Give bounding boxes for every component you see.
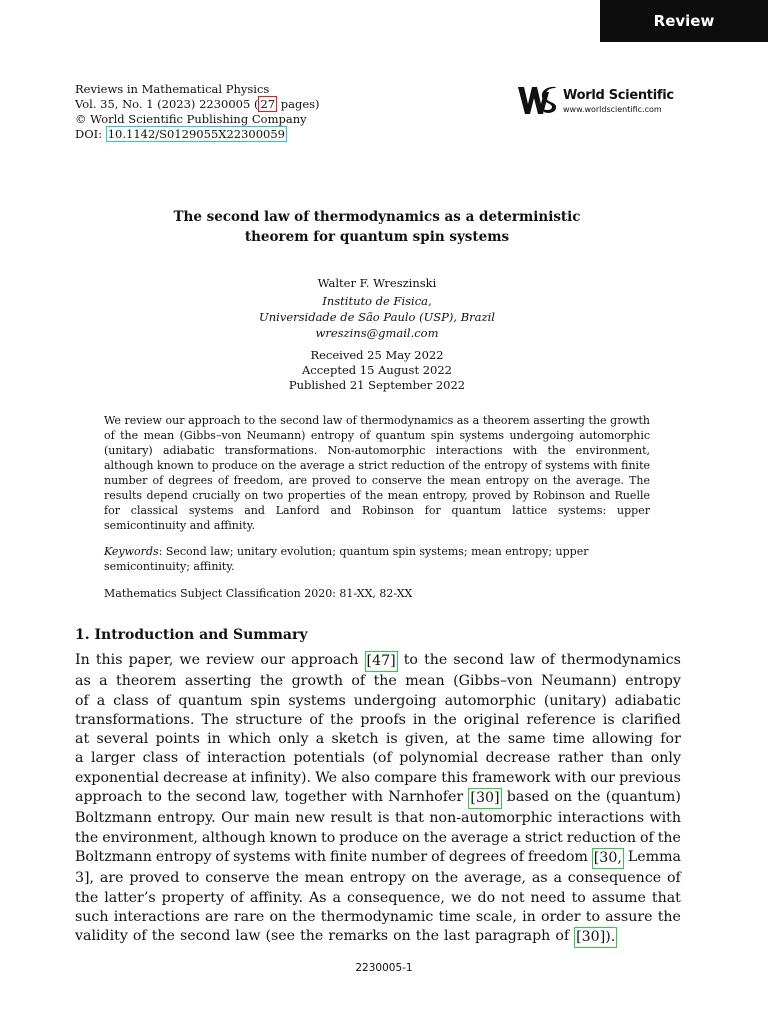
body-word: also <box>341 769 371 786</box>
body-word: of <box>132 928 147 945</box>
body-word: class <box>113 692 149 709</box>
body-word: transformations. <box>75 711 195 728</box>
body-word: framework <box>472 769 551 786</box>
body-line <box>75 651 681 672</box>
body-word: we <box>179 652 200 668</box>
body-word: non-automorphic <box>429 810 553 827</box>
body-word: class <box>142 750 179 767</box>
author-name: Walter F. Wreszinski <box>317 276 437 290</box>
body-word: are <box>205 908 229 925</box>
body-word: the <box>423 829 448 846</box>
publication-dates <box>75 348 679 393</box>
body-word: the <box>433 711 457 728</box>
doi-row <box>75 127 320 142</box>
body-word: remarks <box>328 928 389 945</box>
body-word: with <box>649 810 681 827</box>
body-word: Lemma <box>627 848 681 865</box>
body-word: on <box>269 908 288 925</box>
body-word: validity <box>75 928 128 945</box>
doi-label: DOI: <box>75 127 106 141</box>
body-word: at <box>232 769 247 786</box>
citation-link[interactable]: [30] <box>468 788 501 809</box>
citation-link[interactable]: [47] <box>365 651 398 672</box>
body-word: entropy. <box>157 810 216 827</box>
body-word: based <box>506 789 550 806</box>
article-type-badge: Review <box>600 0 768 42</box>
body-word: together <box>284 789 347 806</box>
body-word: (Gibbs–von <box>453 673 533 690</box>
body-line <box>75 848 681 869</box>
body-word: that <box>651 889 681 906</box>
body-word: our <box>590 769 615 786</box>
body-word: mean <box>405 673 445 690</box>
body-word: at <box>75 731 90 748</box>
body-word: in <box>412 711 427 728</box>
body-word: points <box>155 731 200 748</box>
body-word: given, <box>404 731 449 748</box>
body-word: the <box>373 673 397 690</box>
paper-title <box>75 207 679 247</box>
body-word: a <box>332 889 341 906</box>
body-line <box>75 749 681 768</box>
body-word: in <box>207 731 221 748</box>
body-word: paper, <box>128 652 174 668</box>
body-word: we <box>450 889 472 906</box>
body-word: paragraph <box>475 928 551 945</box>
body-word: to <box>403 652 418 668</box>
body-word: second <box>453 652 504 668</box>
body-word: decrease <box>163 769 228 786</box>
body-word: 3], <box>75 870 95 887</box>
body-word: conserve <box>205 870 270 887</box>
body-word: larger <box>91 750 136 767</box>
body-word: the <box>167 789 191 806</box>
body-paragraph <box>75 651 681 948</box>
body-word: time <box>552 731 585 748</box>
title-line-2: theorem for quantum spin systems <box>244 229 510 245</box>
body-word: Boltzmann <box>75 848 152 865</box>
body-word: scale, <box>475 908 517 925</box>
section-heading: 1. Introduction and Summary <box>75 627 308 643</box>
title-line-1: The second law of thermodynamics as a deterministic <box>173 209 581 225</box>
body-word: result <box>330 810 373 827</box>
body-word: with <box>351 789 384 806</box>
body-word: Narnhofer <box>388 789 464 806</box>
body-word: several <box>96 731 149 748</box>
body-line <box>75 889 681 908</box>
body-word: proved <box>129 870 180 887</box>
body-word: of <box>230 889 244 906</box>
body-word: growth <box>291 673 343 690</box>
body-word: on <box>411 870 430 887</box>
body-word: number <box>371 848 428 865</box>
body-word: freedom <box>527 848 588 865</box>
body-word: of <box>667 870 681 887</box>
world-scientific-logo-icon <box>517 84 561 116</box>
received-date: Received 25 May 2022 <box>310 348 444 362</box>
body-word: this <box>95 652 123 668</box>
published-date: Published 21 September 2022 <box>288 378 466 392</box>
body-word: to <box>185 870 200 887</box>
body-word: reference <box>526 711 596 728</box>
body-word: main <box>254 810 290 827</box>
body-word: proofs <box>360 711 406 728</box>
body-word: Our <box>221 810 249 827</box>
body-word: property <box>161 889 225 906</box>
body-word: consequence, <box>347 889 445 906</box>
body-word: allowing <box>592 731 654 748</box>
body-word: the <box>424 652 448 668</box>
body-word: are <box>99 870 124 887</box>
body-word: strict <box>524 829 563 846</box>
volume-suffix: pages) <box>277 97 320 111</box>
body-word: decrease <box>485 750 551 767</box>
body-word: average, <box>463 870 527 887</box>
body-word: on <box>393 928 411 945</box>
body-word: is <box>602 711 615 728</box>
body-word: As <box>308 889 327 906</box>
author-block <box>75 275 679 341</box>
body-word: produce <box>339 829 399 846</box>
body-line <box>75 829 681 848</box>
body-word: the <box>300 928 324 945</box>
abstract: We review our approach to the second law of thermodynamics as a theorem asserting the growth of the mean (Gibbs–von Neumann) entropy of quantum spin systems undergoing automorphic (unitary) adiabatic transformations. Non-automorphic interactions with the environment, although known to produce on the average a strict reduction of the entropy of systems with finite number of degrees of freedom, are proved to conserve the mean entropy on the average. The results depend crucially on two properties of the mean entropy, proved by Robinson and Ruelle for classical systems and Lanford and Robinson for quantum lattice systems: upper semicontinuity and affinity. <box>104 414 650 532</box>
body-word: approach <box>290 652 359 668</box>
body-word: is <box>377 810 390 827</box>
body-word: of <box>75 692 89 709</box>
body-word: exponential <box>75 769 159 786</box>
body-word: thermodynamics <box>560 652 681 668</box>
body-word: that <box>394 810 424 827</box>
page-number: 2230005-1 <box>355 962 413 974</box>
body-word: original <box>463 711 520 728</box>
body-word: to <box>571 889 586 906</box>
body-line <box>75 809 681 828</box>
body-line <box>75 927 681 948</box>
body-word: the <box>259 673 284 690</box>
body-word: of <box>185 750 200 767</box>
body-word: second <box>179 928 231 945</box>
body-word: entropy <box>625 673 681 690</box>
body-word: a <box>512 829 521 846</box>
body-word: polynomial <box>399 750 479 767</box>
body-word: the <box>75 889 99 906</box>
keywords <box>104 544 650 574</box>
body-word: We <box>315 769 338 786</box>
body-line <box>75 788 681 809</box>
body-word: of <box>555 928 570 945</box>
body-word: known <box>269 829 318 846</box>
body-word: the <box>477 731 501 748</box>
body-word: which <box>228 731 271 748</box>
body-word: with <box>554 769 587 786</box>
body-word: The <box>201 711 229 728</box>
body-word: reduction <box>566 829 637 846</box>
citation-link[interactable]: [30]). <box>574 927 617 948</box>
body-word: assume <box>591 889 646 906</box>
body-word: assure <box>605 908 653 925</box>
body-word: a <box>553 870 562 887</box>
body-word: to <box>585 908 600 925</box>
body-word: law <box>509 652 535 668</box>
body-word: rather <box>557 750 604 767</box>
body-word: undergoing <box>353 692 437 709</box>
body-word: automorphic <box>444 692 536 709</box>
journal-volume <box>75 97 320 112</box>
body-word: entropy <box>155 848 212 865</box>
body-line <box>75 908 681 927</box>
body-word: asserting <box>184 673 252 690</box>
body-line <box>75 769 681 788</box>
body-word: of <box>215 848 230 865</box>
publisher-logo <box>517 82 687 118</box>
body-word: (quantum) <box>605 789 681 806</box>
body-line <box>75 692 681 711</box>
keywords-text: : Second law; unitary evolution; quantum spin systems; mean entropy; upper semicontinuity; affinity. <box>104 545 589 573</box>
body-word: in <box>522 908 536 925</box>
author-email[interactable]: wreszins@gmail.com <box>315 326 439 340</box>
body-word: our <box>260 652 285 668</box>
body-word: only <box>278 731 309 748</box>
body-word: on <box>554 789 573 806</box>
body-word: the <box>657 829 681 846</box>
subject-classification: Mathematics Subject Classification 2020: 81-XX, 82-XX <box>104 587 413 600</box>
body-word: adiabatic <box>614 692 681 709</box>
affiliation-line-2: Universidade de São Paulo (USP), Brazil <box>259 310 495 324</box>
body-line <box>75 711 681 730</box>
body-word: review <box>206 652 255 668</box>
body-word: need <box>530 889 566 906</box>
body-word: this <box>441 769 468 786</box>
citation-link[interactable]: [30, <box>592 848 624 869</box>
body-word: order <box>540 908 581 925</box>
body-word: Neumann) <box>541 673 617 690</box>
body-word: of <box>510 848 524 865</box>
body-word: finite <box>329 848 368 865</box>
body-word: the <box>330 711 354 728</box>
body-word: of <box>639 829 654 846</box>
affiliation-line-1: Instituto de Fisica, <box>322 294 432 308</box>
body-word: a <box>315 731 325 748</box>
body-line <box>75 672 681 691</box>
body-word: (unitary) <box>543 692 607 709</box>
body-word: clarified <box>621 711 681 728</box>
body-word: potentials <box>293 750 365 767</box>
body-word: systems <box>233 848 291 865</box>
body-word: structure <box>235 711 303 728</box>
body-word: mean <box>304 870 345 887</box>
body-word: entropy <box>349 870 406 887</box>
body-word: Boltzmann <box>75 810 152 827</box>
body-word: the <box>577 789 601 806</box>
body-word: last <box>444 928 470 945</box>
body-word: such <box>75 908 109 925</box>
body-word: to <box>147 789 162 806</box>
body-word: interaction <box>207 750 286 767</box>
body-word: as <box>75 673 91 690</box>
body-word: (of <box>372 750 392 767</box>
body-word: affinity. <box>249 889 303 906</box>
body-word: law <box>235 928 261 945</box>
copyright: © World Scientific Publishing Company <box>75 112 307 126</box>
body-word: compare <box>374 769 437 786</box>
journal-info <box>75 82 320 142</box>
body-word: on <box>402 829 420 846</box>
body-word: not <box>501 889 525 906</box>
body-word: latter’s <box>104 889 156 906</box>
pages-count-link[interactable]: 27 <box>260 97 276 111</box>
body-word: of <box>156 692 171 709</box>
body-word: interactions <box>113 908 200 925</box>
body-word: quantum <box>178 692 243 709</box>
body-word: the <box>415 928 440 945</box>
body-word: a <box>75 750 84 767</box>
body-line <box>75 730 681 749</box>
body-word: systems <box>288 692 346 709</box>
body-word: of <box>309 711 324 728</box>
body-word: (see <box>265 928 296 945</box>
body-word: at <box>455 731 471 748</box>
body-word: environment, <box>102 829 198 846</box>
body-word: sketch <box>331 731 379 748</box>
body-word: second <box>195 789 247 806</box>
body-word: for <box>660 731 681 748</box>
body-word: is <box>385 731 398 748</box>
body-word: although <box>201 829 266 846</box>
volume-prefix: Vol. 35, No. 1 (2023) 2230005 ( <box>75 97 259 111</box>
body-word: the <box>275 870 299 887</box>
body-word: a <box>99 673 108 690</box>
body-word: infinity). <box>250 769 312 786</box>
body-word: the <box>75 829 99 846</box>
publisher-url: www.worldscientific.com <box>563 105 662 114</box>
body-word: the <box>151 928 175 945</box>
body-word: spin <box>250 692 281 709</box>
doi-link[interactable]: 10.1142/S0129055X22300059 <box>107 127 285 141</box>
body-word: a <box>96 692 106 709</box>
body-line <box>75 869 681 888</box>
body-word: previous <box>619 769 681 786</box>
body-word: with <box>294 848 327 865</box>
body-word: interactions <box>557 810 644 827</box>
body-word: consequence <box>567 870 662 887</box>
body-word: only <box>650 750 681 767</box>
body-word: the <box>434 870 459 887</box>
body-word: theorem <box>116 673 177 690</box>
body-word: as <box>531 870 548 887</box>
body-word: In <box>75 652 90 668</box>
body-word: to <box>321 829 336 846</box>
body-word: of <box>351 673 366 690</box>
body-word: the <box>292 908 316 925</box>
body-word: law, <box>251 789 280 806</box>
body-word: average <box>450 829 509 846</box>
body-word: same <box>507 731 546 748</box>
body-word: time <box>438 908 471 925</box>
body-word: do <box>477 889 496 906</box>
body-word: approach <box>75 789 143 806</box>
body-word: the <box>657 908 681 925</box>
body-word: degrees <box>448 848 507 865</box>
body-word: thermodynamic <box>320 908 434 925</box>
body-word: rare <box>233 908 265 925</box>
body-word: of <box>541 652 555 668</box>
body-word: new <box>295 810 325 827</box>
body-word: of <box>431 848 445 865</box>
accepted-date: Accepted 15 August 2022 <box>301 363 452 377</box>
journal-name: Reviews in Mathematical Physics <box>75 82 270 96</box>
publisher-name: World Scientific <box>563 88 674 103</box>
body-word: than <box>610 750 644 767</box>
keywords-label: Keywords <box>104 545 159 558</box>
